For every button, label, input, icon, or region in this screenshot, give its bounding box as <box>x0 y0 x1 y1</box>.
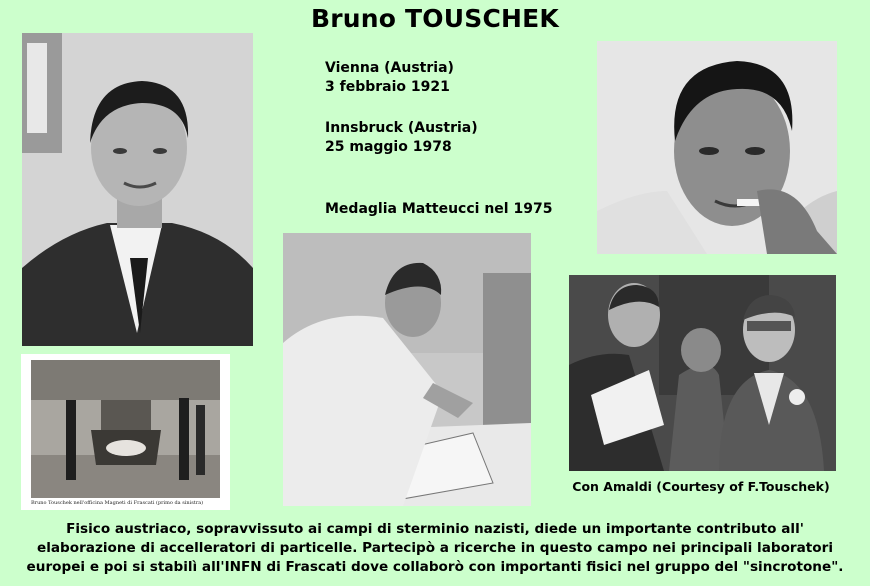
biography-line-1: Fisico austriaco, sopravvissuto ai campi di sterminio nazisti, diede un importante contributo all' <box>66 521 804 537</box>
birth-place: Vienna (Austria) <box>325 60 454 76</box>
death-place: Innsbruck (Austria) <box>325 120 478 136</box>
death-info <box>325 119 478 157</box>
smoking-portrait-photo <box>597 41 837 254</box>
amaldi-caption: Con Amaldi (Courtesy of F.Touschek) <box>572 479 830 494</box>
magnet-workshop-image <box>31 360 220 498</box>
birth-info <box>325 59 454 97</box>
page-title: Bruno TOUSCHEK <box>311 4 559 33</box>
working-desk-photo <box>283 233 531 506</box>
magnet-caption: Bruno Touschek nell'officina Magneti di Frascati (primo da sinistra) <box>31 500 204 506</box>
biography-line-3: europei e poi si stabilì all'INFN di Frascati dove collaborò con importanti fisici nel gruppo del "sincrotone". <box>26 559 844 575</box>
death-date: 25 maggio 1978 <box>325 139 452 155</box>
award-text: Medaglia Matteucci nel 1975 <box>325 201 553 217</box>
biography-text <box>20 520 850 577</box>
birth-date: 3 febbraio 1921 <box>325 79 450 95</box>
portrait-photo <box>22 33 253 346</box>
biography-line-2: elaborazione di accelleratori di particelle. Partecipò a ricerche in questo campo nei principali laboratori <box>36 540 834 556</box>
magnet-workshop-photo <box>21 354 230 510</box>
amaldi-photo <box>569 275 836 471</box>
